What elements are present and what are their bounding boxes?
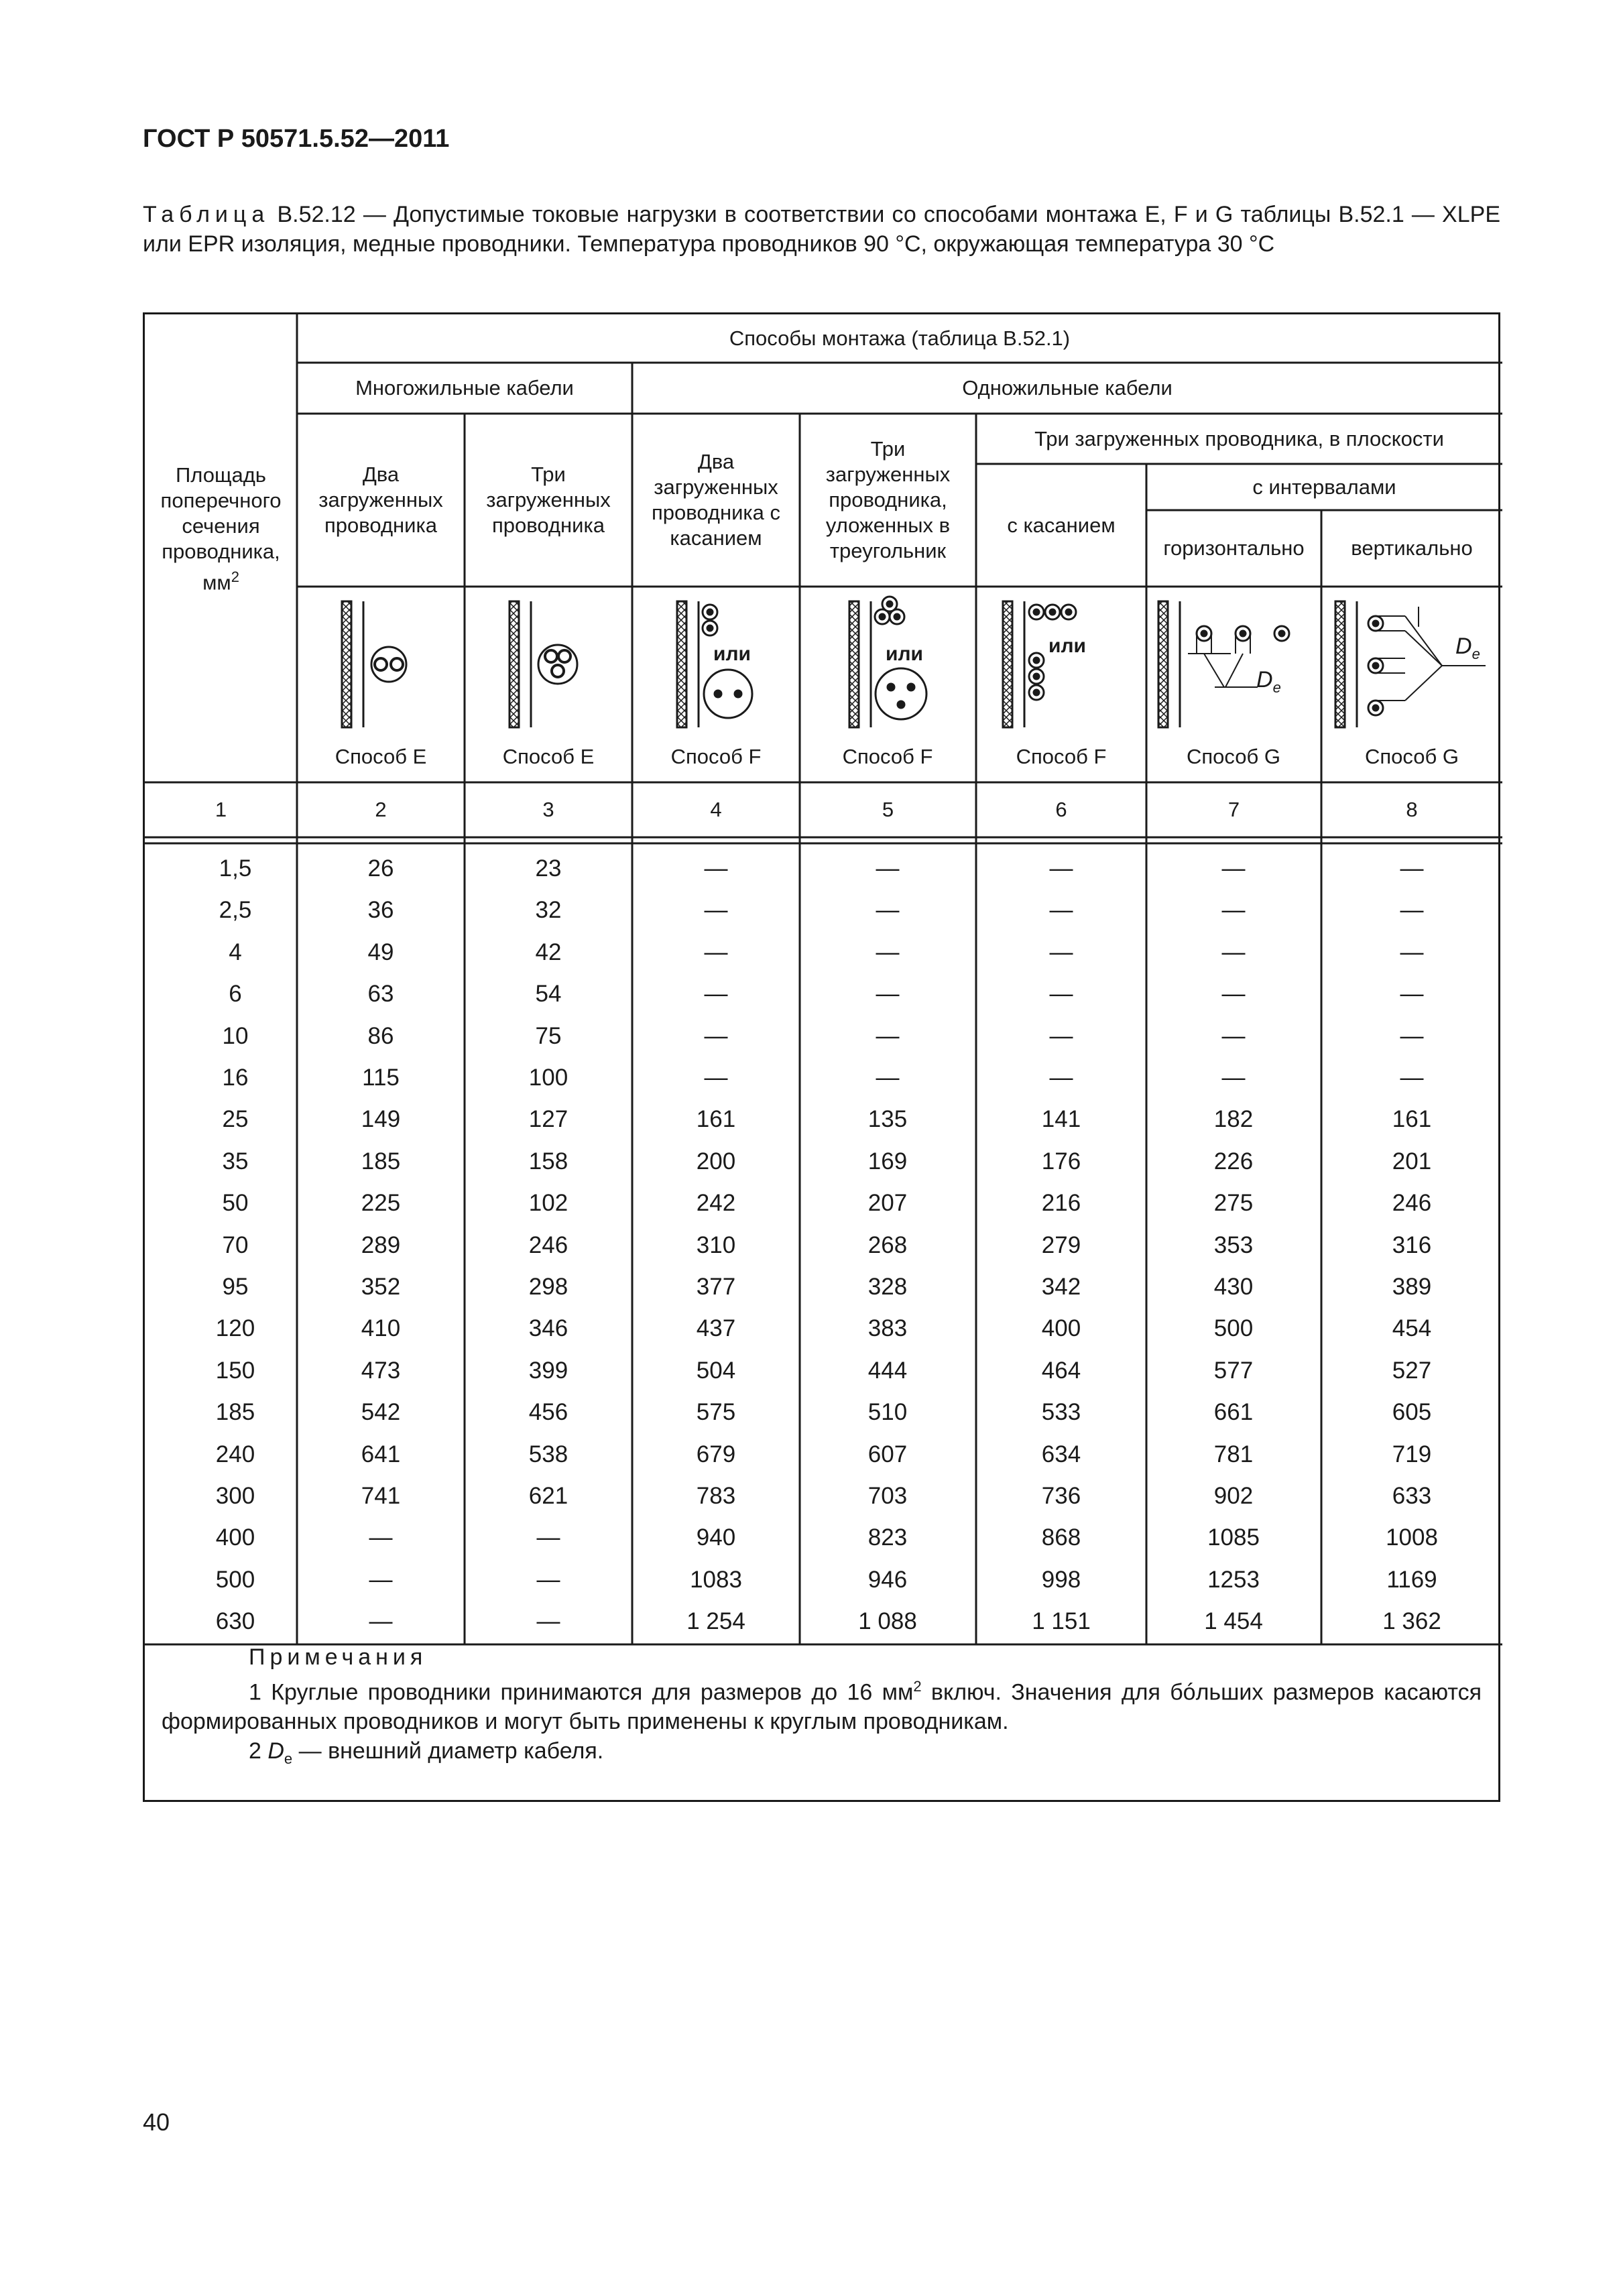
cross-section-cell: 150 bbox=[215, 1357, 255, 1384]
ampacity-cell: 383 bbox=[867, 1315, 908, 1342]
ampacity-cell: 500 bbox=[1213, 1315, 1254, 1342]
ampacity-cell: 161 bbox=[1392, 1106, 1432, 1133]
col-number-5: 5 bbox=[882, 798, 894, 821]
cross-section-cell: 400 bbox=[215, 1524, 255, 1551]
ampacity-cell: 473 bbox=[361, 1357, 401, 1384]
ampacity-cell: — bbox=[876, 981, 900, 1008]
ampacity-cell: 176 bbox=[1041, 1148, 1081, 1174]
ampacity-cell: 661 bbox=[1213, 1399, 1254, 1426]
ampacity-cell: 527 bbox=[1392, 1357, 1432, 1384]
ampacity-cell: 316 bbox=[1392, 1231, 1432, 1258]
ampacity-cell: — bbox=[704, 855, 728, 882]
header-col7: горизонтально bbox=[1163, 536, 1305, 560]
ampacity-cell: — bbox=[1221, 1065, 1246, 1091]
ampacity-cell: — bbox=[1049, 897, 1073, 924]
diagram-de-label-vertical: D bbox=[1455, 633, 1472, 659]
ampacity-cell: — bbox=[704, 939, 728, 965]
diagram-or-label-1: или bbox=[713, 643, 751, 665]
col-number-4: 4 bbox=[710, 798, 722, 821]
cross-section-cell: 500 bbox=[215, 1566, 255, 1593]
ampacity-cell: 115 bbox=[362, 1065, 400, 1091]
cross-section-cell: 10 bbox=[222, 1022, 249, 1049]
ampacity-cell: 86 bbox=[367, 1022, 394, 1049]
ampacity-cell: 200 bbox=[696, 1148, 736, 1174]
header-col3: Три загруженных проводника bbox=[486, 463, 611, 537]
diagram-method-e-three-core bbox=[509, 601, 577, 727]
ampacity-cell: 940 bbox=[696, 1524, 736, 1551]
cross-section-cell: 16 bbox=[222, 1065, 249, 1091]
ampacity-cell: 946 bbox=[867, 1566, 908, 1593]
ampacity-cell: — bbox=[1221, 981, 1246, 1008]
ampacity-cell: 279 bbox=[1041, 1231, 1081, 1258]
ampacity-cell: 902 bbox=[1213, 1483, 1254, 1509]
ampacity-cell: 464 bbox=[1041, 1357, 1081, 1384]
ampacity-cell: 75 bbox=[535, 1022, 562, 1049]
ampacity-cell: — bbox=[704, 1022, 728, 1049]
ampacity-cell: 538 bbox=[528, 1441, 568, 1467]
ampacity-cell: — bbox=[536, 1566, 560, 1593]
ampacity-cell: — bbox=[876, 1065, 900, 1091]
ampacity-cell: 353 bbox=[1213, 1231, 1254, 1258]
ampacity-cell: 201 bbox=[1392, 1148, 1432, 1174]
ampacity-cell: 577 bbox=[1213, 1357, 1254, 1384]
method-label-col3: Способ E bbox=[502, 745, 595, 768]
ampacity-cell: 32 bbox=[535, 897, 562, 924]
ampacity-cell: 430 bbox=[1213, 1274, 1254, 1300]
diagram-or-label-3: или bbox=[1048, 635, 1086, 657]
ampacity-cell: — bbox=[369, 1524, 393, 1551]
ampacity-cell: 169 bbox=[867, 1148, 908, 1174]
header-col6: с касанием bbox=[1007, 513, 1116, 537]
ampacity-cell: 1 454 bbox=[1204, 1608, 1263, 1635]
diagram-method-e-two-core bbox=[342, 601, 406, 727]
ampacity-cell: 1 151 bbox=[1032, 1608, 1091, 1635]
ampacity-cell: 1083 bbox=[690, 1566, 742, 1593]
installation-diagrams bbox=[145, 587, 1502, 782]
ampacity-cell: 242 bbox=[696, 1190, 736, 1217]
cross-section-cell: 95 bbox=[222, 1274, 249, 1300]
ampacity-cell: 100 bbox=[528, 1065, 568, 1091]
ampacity-cell: 444 bbox=[867, 1357, 908, 1384]
ampacity-cell: 736 bbox=[1041, 1483, 1081, 1509]
method-label-col2: Способ E bbox=[335, 745, 427, 768]
ampacity-cell: 454 bbox=[1392, 1315, 1432, 1342]
caption-text: B.52.12 — Допустимые токовые нагрузки в соответствии со способами монтажа E, F и G таблицы B.52.1 — XLPE или EPR изоляция, медные проводники. Температура проводников 90 °С, окружающая температура 30 °С bbox=[143, 202, 1500, 257]
ampacity-cell: 400 bbox=[1041, 1315, 1081, 1342]
ampacity-cell: 289 bbox=[361, 1231, 401, 1258]
header-col8: вертикально bbox=[1351, 536, 1473, 560]
ampacity-cell: 868 bbox=[1041, 1524, 1081, 1551]
ampacity-cell: 510 bbox=[867, 1399, 908, 1426]
cross-section-cell: 2,5 bbox=[219, 897, 252, 924]
ampacity-cell: 352 bbox=[361, 1274, 401, 1300]
ampacity-cell: — bbox=[1400, 981, 1424, 1008]
ampacity-cell: 49 bbox=[367, 939, 394, 965]
table-caption bbox=[143, 200, 1500, 259]
ampacity-cell: 823 bbox=[867, 1524, 908, 1551]
ampacity-cell: 1253 bbox=[1207, 1566, 1260, 1593]
diagram-or-label-2: или bbox=[886, 643, 923, 665]
ampacity-cell: 998 bbox=[1041, 1566, 1081, 1593]
ampacity-cell: 783 bbox=[696, 1483, 736, 1509]
cross-section-cell: 35 bbox=[222, 1148, 249, 1174]
ampacity-cell: 63 bbox=[367, 981, 394, 1008]
ampacity-cell: 328 bbox=[867, 1274, 908, 1300]
ampacity-cell: — bbox=[536, 1608, 560, 1635]
cross-section-cell: 120 bbox=[215, 1315, 255, 1342]
ampacity-cell: — bbox=[1049, 1022, 1073, 1049]
header-col5: Три загруженных проводника, уложенных в треугольник bbox=[825, 437, 951, 562]
cross-section-cell: 50 bbox=[222, 1190, 249, 1217]
note-2: 2 $D_e$ — внешний диаметр кабеля. bbox=[249, 1738, 604, 1768]
notes-heading: Примечания bbox=[249, 1644, 428, 1670]
cross-section-cell: 6 bbox=[229, 981, 242, 1008]
ampacity-cell: 127 bbox=[528, 1106, 568, 1133]
ampacity-cell: 679 bbox=[696, 1441, 736, 1467]
cross-section-cell: 185 bbox=[215, 1399, 255, 1426]
header-single-core-cables: Одножильные кабели bbox=[962, 376, 1173, 400]
ampacity-cell: 135 bbox=[867, 1106, 908, 1133]
ampacity-cell: 346 bbox=[528, 1315, 568, 1342]
ampacity-cell: 141 bbox=[1041, 1106, 1081, 1133]
method-label-col5: Способ F bbox=[842, 745, 933, 768]
diagram-method-f-flat-touching bbox=[1003, 601, 1076, 727]
diagram-method-g-vertical bbox=[1335, 601, 1486, 727]
ampacity-cell: 410 bbox=[361, 1315, 401, 1342]
ampacity-cell: 226 bbox=[1213, 1148, 1254, 1174]
ampacity-cell: 182 bbox=[1213, 1106, 1254, 1133]
cross-section-cell: 4 bbox=[229, 939, 242, 965]
ampacity-cell: — bbox=[1400, 939, 1424, 965]
ampacity-cell: — bbox=[536, 1524, 560, 1551]
ampacity-cell: 703 bbox=[867, 1483, 908, 1509]
ampacity-cell: 437 bbox=[696, 1315, 736, 1342]
ampacity-cell: 216 bbox=[1041, 1190, 1081, 1217]
table-notes bbox=[143, 1642, 1500, 1774]
ampacity-cell: 149 bbox=[361, 1106, 401, 1133]
ampacity-cell: — bbox=[1221, 897, 1246, 924]
ampacity-cell: — bbox=[876, 1022, 900, 1049]
col-number-8: 8 bbox=[1406, 798, 1418, 821]
ampacity-cell: 246 bbox=[1392, 1190, 1432, 1217]
col-number-1: 1 bbox=[215, 798, 227, 821]
col-number-3: 3 bbox=[542, 798, 554, 821]
ampacity-cell: 246 bbox=[528, 1231, 568, 1258]
ampacity-cell: 275 bbox=[1213, 1190, 1254, 1217]
header-cross-section: Площадь поперечного сечения проводника, $мм^2$ bbox=[160, 463, 282, 595]
ampacity-cell: — bbox=[704, 1065, 728, 1091]
method-label-col4: Способ F bbox=[670, 745, 762, 768]
ampacity-cell: 575 bbox=[696, 1399, 736, 1426]
svg-text:De: $D_e$ bbox=[1256, 667, 1281, 696]
ampacity-cell: 161 bbox=[696, 1106, 736, 1133]
ampacity-cell: 504 bbox=[696, 1357, 736, 1384]
cross-section-cell: 25 bbox=[222, 1106, 249, 1133]
ampacity-cell: 607 bbox=[867, 1441, 908, 1467]
ampacity-cell: 781 bbox=[1213, 1441, 1254, 1467]
note-1: 1 Круглые проводники принимаются для размеров до 16 $мм^2$ включ. Значения для бóльших размеров касаются формированных проводников и могут быть применены к круглым проводникам. bbox=[162, 1678, 1482, 1735]
ampacity-cell: — bbox=[1049, 1065, 1073, 1091]
ampacity-cell: — bbox=[369, 1608, 393, 1635]
header-multi-core-cables: Многожильные кабели bbox=[355, 376, 574, 400]
ampacity-cell: — bbox=[1400, 855, 1424, 882]
ampacity-cell: 23 bbox=[535, 855, 562, 882]
col-number-2: 2 bbox=[375, 798, 387, 821]
ampacity-cell: 268 bbox=[867, 1231, 908, 1258]
ampacity-cell: 102 bbox=[528, 1190, 568, 1217]
ampacity-cell: 621 bbox=[528, 1483, 568, 1509]
ampacity-cell: — bbox=[1049, 939, 1073, 965]
ampacity-cell: 207 bbox=[867, 1190, 908, 1217]
ampacity-cell: 377 bbox=[696, 1274, 736, 1300]
ampacity-cell: — bbox=[1049, 855, 1073, 882]
ampacity-cell: — bbox=[1221, 855, 1246, 882]
ampacity-cell: 1 088 bbox=[858, 1608, 917, 1635]
ampacity-cell: 399 bbox=[528, 1357, 568, 1384]
ampacity-cell: — bbox=[1221, 1022, 1246, 1049]
col-number-6: 6 bbox=[1055, 798, 1067, 821]
ampacity-cell: — bbox=[1400, 897, 1424, 924]
ampacity-cell: — bbox=[876, 939, 900, 965]
method-label-col6: Способ F bbox=[1016, 745, 1107, 768]
diagram-de-label-horizontal: D bbox=[1256, 667, 1273, 692]
cross-section-cell: 630 bbox=[215, 1608, 255, 1635]
method-label-col7: Способ G bbox=[1187, 745, 1280, 768]
ampacity-cell: 54 bbox=[535, 981, 562, 1008]
ampacity-cell: 1169 bbox=[1386, 1566, 1437, 1593]
ampacity-cell: 225 bbox=[361, 1190, 401, 1217]
method-label-col8: Способ G bbox=[1365, 745, 1459, 768]
ampacity-cell: 26 bbox=[367, 855, 394, 882]
ampacity-cell: 1085 bbox=[1207, 1524, 1260, 1551]
diagram-method-g-horizontal bbox=[1158, 601, 1289, 727]
ampacity-cell: 1008 bbox=[1386, 1524, 1438, 1551]
ampacity-cell: — bbox=[1400, 1065, 1424, 1091]
ampacity-cell: 389 bbox=[1392, 1274, 1432, 1300]
ampacity-cell: 342 bbox=[1041, 1274, 1081, 1300]
caption-label: Таблица bbox=[143, 202, 270, 227]
svg-text:De: $D_e$ bbox=[1455, 633, 1480, 662]
ampacity-cell: 641 bbox=[361, 1441, 401, 1467]
header-installation-methods: Способы монтажа (таблица B.52.1) bbox=[729, 326, 1071, 350]
ampacity-cell: 456 bbox=[528, 1399, 568, 1426]
ampacity-table bbox=[143, 312, 1500, 1802]
ampacity-cell: 1 362 bbox=[1382, 1608, 1441, 1635]
page-number: 40 bbox=[143, 2108, 170, 2136]
cross-section-cell: 300 bbox=[215, 1483, 255, 1509]
header-spaced: с интервалами bbox=[1252, 475, 1396, 499]
ampacity-cell: 36 bbox=[367, 897, 394, 924]
ampacity-cell: 719 bbox=[1392, 1441, 1432, 1467]
ampacity-cell: 158 bbox=[528, 1148, 568, 1174]
ampacity-cell: — bbox=[1049, 981, 1073, 1008]
header-flat-formation: Три загруженных проводника, в плоскости bbox=[1034, 426, 1444, 450]
header-col2: Два загруженных проводника bbox=[318, 463, 443, 537]
ampacity-cell: — bbox=[704, 981, 728, 1008]
header-col4: Два загруженных проводника с касанием bbox=[651, 450, 781, 550]
ampacity-cell: 633 bbox=[1392, 1483, 1432, 1509]
document-standard: ГОСТ Р 50571.5.52—2011 bbox=[143, 125, 450, 153]
ampacity-cell: — bbox=[876, 855, 900, 882]
ampacity-cell: 310 bbox=[696, 1231, 736, 1258]
ampacity-cell: 542 bbox=[361, 1399, 401, 1426]
ampacity-cell: 741 bbox=[361, 1483, 401, 1509]
ampacity-cell: — bbox=[369, 1566, 393, 1593]
ampacity-cell: 298 bbox=[528, 1274, 568, 1300]
ampacity-cell: 605 bbox=[1392, 1399, 1432, 1426]
ampacity-cell: 185 bbox=[361, 1148, 401, 1174]
ampacity-cell: — bbox=[1221, 939, 1246, 965]
cross-section-cell: 70 bbox=[222, 1231, 249, 1258]
ampacity-cell: 634 bbox=[1041, 1441, 1081, 1467]
ampacity-cell: — bbox=[704, 897, 728, 924]
ampacity-cell: — bbox=[876, 897, 900, 924]
col-number-7: 7 bbox=[1227, 798, 1240, 821]
ampacity-cell: 42 bbox=[535, 939, 562, 965]
ampacity-cell: 533 bbox=[1041, 1399, 1081, 1426]
cross-section-cell: 1,5 bbox=[219, 855, 252, 882]
ampacity-cell: — bbox=[1400, 1022, 1424, 1049]
ampacity-cell: 1 254 bbox=[686, 1608, 745, 1635]
cross-section-cell: 240 bbox=[215, 1441, 255, 1467]
